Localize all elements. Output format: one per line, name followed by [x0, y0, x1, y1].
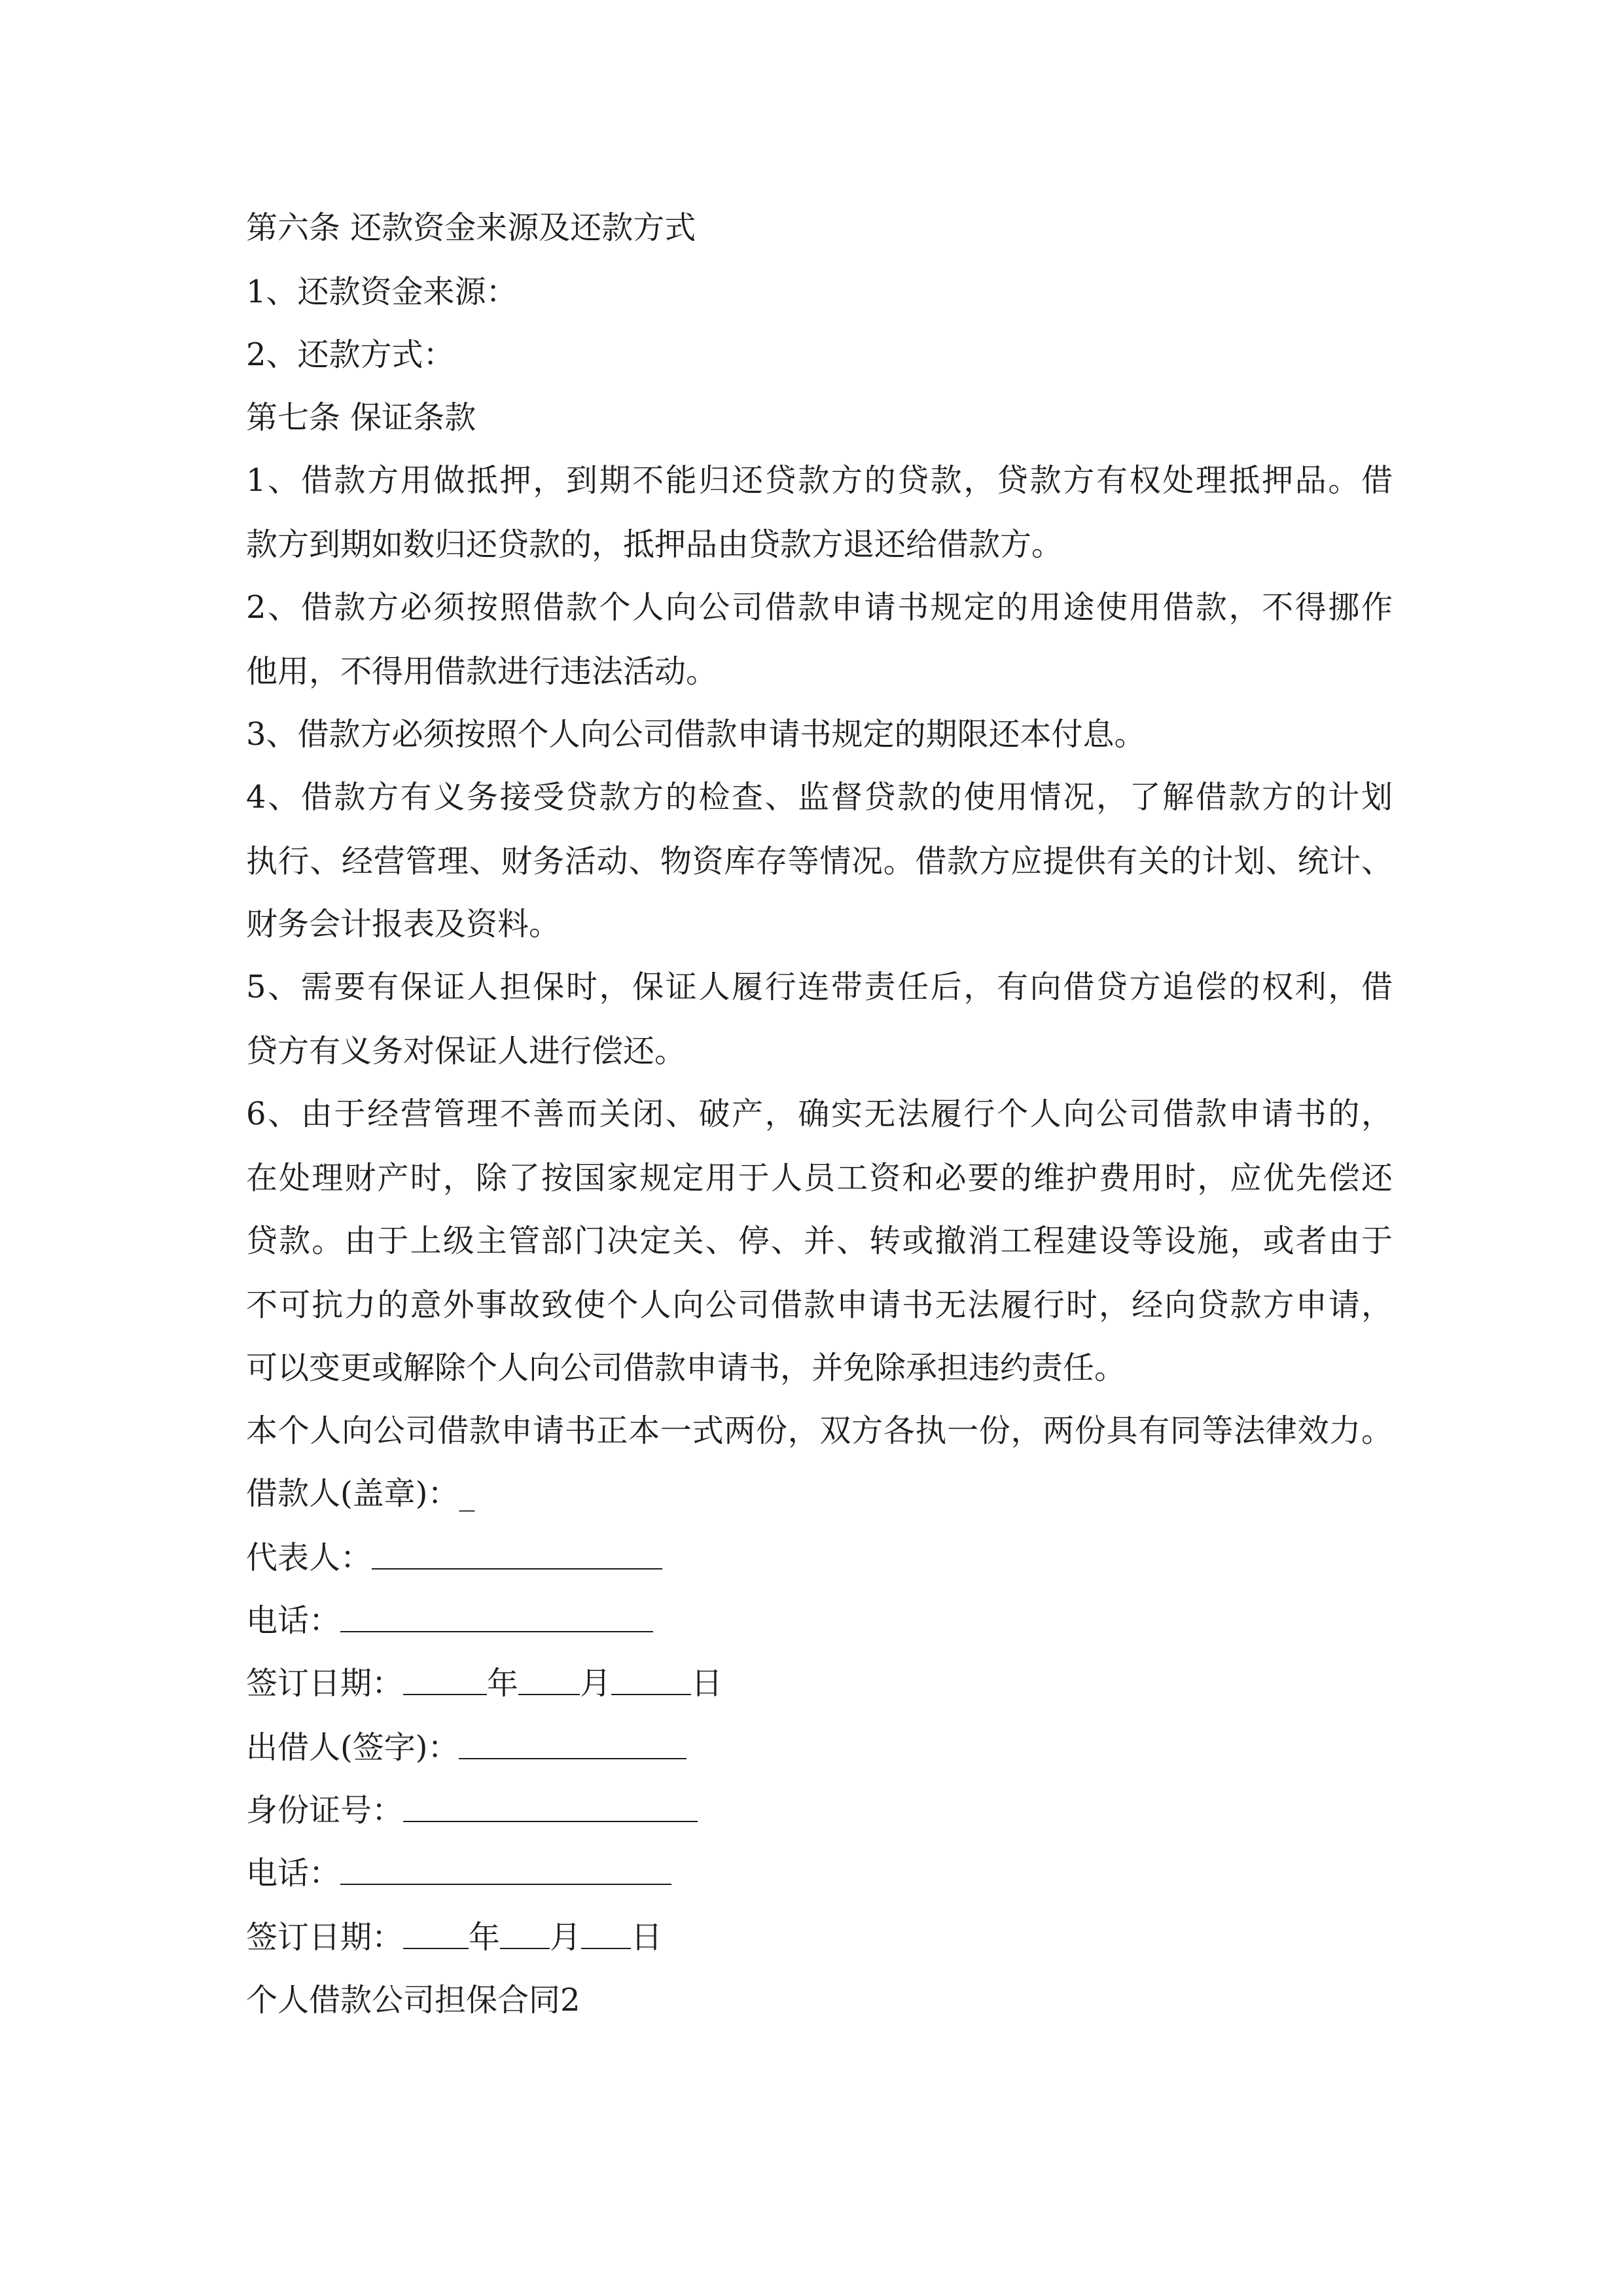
borrower-date-label: 签订日期： [246, 1665, 404, 1702]
clause-3-line-1: 3、借款方必须按照个人向公司借款申请书规定的期限还本付息。 [246, 716, 1146, 753]
borrower-phone-line [246, 1600, 653, 1641]
closing-statement: 本个人向公司借款申请书正本一式两份，双方各执一份，两份具有同等法律效力。 [246, 1412, 1393, 1449]
lender-date-label: 签订日期： [246, 1919, 404, 1956]
lender-phone-blank [340, 1881, 671, 1885]
borrower-year-blank [403, 1691, 487, 1695]
lender-phone-line [246, 1852, 671, 1894]
article-6-item-1: 1、还款资金来源： [246, 274, 518, 310]
clause-1-line-2: 款方到期如数归还贷款的，抵押品由贷款方退还给借款方。 [246, 526, 1063, 563]
article-7-heading: 第七条 保证条款 [246, 399, 476, 436]
lender-day-blank [581, 1945, 631, 1949]
clause-2-line-2: 他用，不得用借款进行违法活动。 [246, 653, 718, 690]
next-document-title: 个人借款公司担保合同2 [246, 1982, 580, 2018]
clause-6-line-5: 可以变更或解除个人向公司借款申请书，并免除承担违约责任。 [246, 1350, 1126, 1386]
representative-label: 代表人： [246, 1539, 372, 1576]
lender-sign-label: 出借人(签字)： [246, 1729, 459, 1766]
lender-month-blank [500, 1945, 550, 1949]
clause-5-line-2: 贷方有义务对保证人进行偿还。 [246, 1033, 687, 1069]
borrower-month-blank [518, 1691, 580, 1695]
article-6-heading: 第六条 还款资金来源及还款方式 [246, 209, 696, 246]
borrower-month-label: 月 [580, 1665, 612, 1702]
lender-day-label: 日 [631, 1919, 663, 1956]
lender-id-blank [403, 1818, 698, 1822]
lender-year-label: 年 [469, 1919, 501, 1956]
clause-2-line-1: 2、借款方必须按照借款个人向公司借款申请书规定的用途使用借款，不得挪作 [246, 589, 1393, 626]
clause-4-line-2: 执行、经营管理、财务活动、物资库存等情况。借款方应提供有关的计划、统计、 [246, 843, 1393, 880]
borrower-seal-blank: _ [459, 1475, 475, 1512]
borrower-representative-line [246, 1537, 662, 1579]
borrower-phone-blank [340, 1628, 653, 1632]
borrower-phone-label: 电话： [246, 1602, 341, 1639]
clause-4-line-1: 4、借款方有义务接受贷款方的检查、监督贷款的使用情况，了解借款方的计划 [246, 779, 1393, 816]
clause-6-line-2: 在处理财产时，除了按国家规定用于人员工资和必要的维护费用时，应优先偿还 [246, 1160, 1393, 1196]
clause-1-line-1: 1、借款方用做抵押，到期不能归还贷款方的贷款，贷款方有权处理抵押品。借 [246, 462, 1393, 499]
lender-phone-label: 电话： [246, 1855, 341, 1892]
clause-6-line-1: 6、由于经营管理不善而关闭、破产，确实无法履行个人向公司借款申请书的， [246, 1096, 1393, 1132]
lender-month-label: 月 [550, 1919, 582, 1956]
clause-5-line-1: 5、需要有保证人担保时，保证人履行连带责任后，有向借贷方追偿的权利，借 [246, 969, 1393, 1005]
borrower-day-label: 日 [691, 1665, 723, 1702]
lender-sign-blank [459, 1755, 687, 1759]
borrower-seal-line [246, 1473, 474, 1515]
borrower-date-line [246, 1662, 722, 1704]
lender-id-line [246, 1789, 698, 1831]
article-6-item-2: 2、还款方式： [246, 336, 455, 373]
borrower-day-blank [611, 1691, 691, 1695]
borrower-seal-label: 借款人(盖章)： [246, 1475, 459, 1512]
lender-year-blank [403, 1945, 469, 1949]
lender-date-line [246, 1916, 662, 1958]
lender-sign-line [246, 1727, 687, 1768]
borrower-year-label: 年 [487, 1665, 519, 1702]
clause-4-line-3: 财务会计报表及资料。 [246, 906, 561, 942]
clause-6-line-4: 不可抗力的意外事故致使个人向公司借款申请书无法履行时，经向贷款方申请， [246, 1287, 1393, 1323]
representative-blank [372, 1566, 662, 1570]
lender-id-label: 身份证号： [246, 1792, 404, 1829]
clause-6-line-3: 贷款。由于上级主管部门决定关、停、并、转或撤消工程建设等设施，或者由于 [246, 1223, 1393, 1259]
